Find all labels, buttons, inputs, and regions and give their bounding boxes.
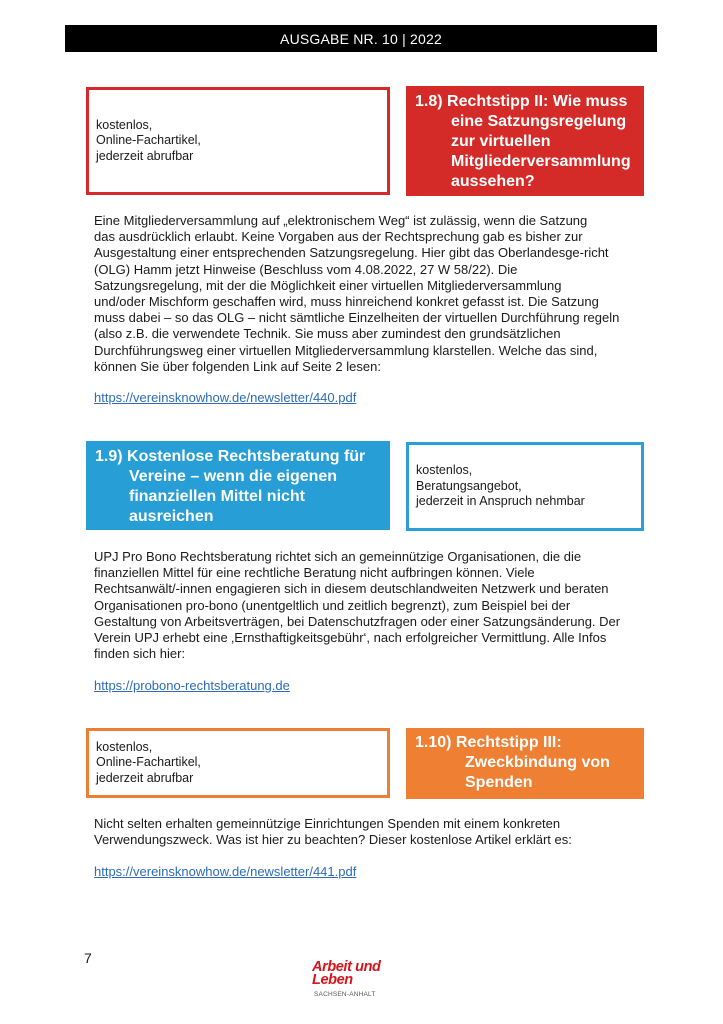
link-newsletter-440[interactable]: https://vereinsknowhow.de/newsletter/440.pdf	[94, 390, 357, 405]
body-line: das ausdrücklich erlaubt. Keine Vorgaben aus der Rechtsprechung gab es bisher zur	[94, 229, 583, 245]
info-line: Online-Fachartikel,	[96, 133, 201, 148]
title-line: 1.10) Rechtstipp III:	[415, 734, 562, 751]
body-line: Eine Mitgliederversammlung auf „elektronischem Weg“ ist zulässig, wenn die Satzung	[94, 213, 588, 228]
title-line: Mitgliederversammlung	[451, 153, 631, 170]
body-line: Gestaltung von Arbeitsverträgen, bei Datenschutzfragen oder einer Satzungsänderung. Der	[94, 613, 621, 629]
body-line: finden sich hier:	[94, 646, 186, 662]
section-title-1-10	[406, 728, 644, 799]
info-line: Beratungsangebot,	[416, 478, 522, 493]
body-line: können Sie über folgenden Link auf Seite 2 lesen:	[94, 358, 381, 374]
section-body-1-8	[94, 213, 654, 375]
info-line: jederzeit in Anspruch nehmbar	[416, 494, 585, 509]
info-line: jederzeit abrufbar	[96, 770, 194, 785]
section-body-1-9	[94, 549, 654, 662]
info-line: Online-Fachartikel,	[96, 755, 201, 770]
body-line: Ausgestaltung einer entsprechenden Satzungsregelung. Hier gibt das Oberlandesge-richt	[94, 245, 609, 261]
body-line: Verwendungszweck. Was ist hier zu beachten? Dieser kostenlose Artikel erklärt es:	[94, 832, 572, 848]
link-probono[interactable]: https://probono-rechtsberatung.de	[94, 678, 290, 693]
issue-header	[65, 25, 657, 52]
info-box-1-9	[406, 442, 644, 531]
section-body-1-10	[94, 816, 654, 848]
link-newsletter-441[interactable]: https://vereinsknowhow.de/newsletter/441.pdf	[94, 864, 357, 879]
body-line: Rechtsanwält/-innen engagieren sich in diesem deutschlandweiten Netzwerk und beraten	[94, 581, 609, 597]
body-line: und/oder Mischform geschaffen wird, muss hinreichend konkret gefasst ist. Die Satzung	[94, 294, 599, 310]
info-line: kostenlos,	[96, 739, 153, 754]
title-line: 1.9) Kostenlose Rechtsberatung für	[95, 448, 366, 465]
body-line: (OLG) Hamm jetzt Hinweise (Beschluss vom 4.08.2022, 27 W 58/22). Die	[94, 261, 518, 277]
section-title-1-9	[86, 441, 390, 530]
title-line: 1.8) Rechtstipp II: Wie muss	[415, 93, 628, 110]
body-line: UPJ Pro Bono Rechtsberatung richtet sich an gemeinnützige Organisationen, die die	[94, 549, 582, 564]
body-line: Organisationen pro-bono (unentgeltlich und zeitlich begrenzt), zum Beispiel bei der	[94, 597, 571, 613]
body-line: muss dabei – so das OLG – nicht sämtliche Einzelheiten der virtuellen Durchführung regeln	[94, 310, 620, 326]
logo-subtitle: SACHSEN-ANHALT	[314, 991, 376, 998]
info-line: kostenlos,	[96, 117, 153, 132]
info-line: kostenlos,	[416, 463, 473, 478]
title-line: aussehen?	[451, 173, 535, 190]
page-number: 7	[84, 950, 92, 966]
issue-label: AUSGABE NR. 10 | 2022	[280, 30, 442, 47]
title-line: ausreichen	[129, 508, 214, 525]
body-line: Verein UPJ erhebt eine ‚Ernsthaftigkeitsgebühr‘, nach erfolgreicher Vermittlung. Alle Infos	[94, 630, 607, 646]
section-title-1-8	[406, 86, 644, 196]
title-line: zur virtuellen	[451, 133, 551, 150]
body-line: (also z.B. die verwendete Technik. Sie muss aber zumindest den grundsätzlichen	[94, 326, 561, 342]
info-line: jederzeit abrufbar	[96, 148, 194, 163]
logo-line: Arbeit und	[312, 959, 381, 975]
logo-line: Leben	[312, 972, 353, 988]
info-box-1-10	[86, 728, 390, 798]
body-line: Durchführungsweg einer virtuellen Mitgliederversammlung klarstellen. Welche das sind,	[94, 342, 598, 358]
title-line: eine Satzungsregelung	[451, 113, 627, 130]
arbeit-und-leben-logo	[312, 961, 381, 987]
body-line: Nicht selten erhalten gemeinnützige Einrichtungen Spenden mit einem konkreten	[94, 816, 561, 831]
info-box-1-8	[86, 87, 390, 195]
body-line: Satzungsregelung, mit der die Möglichkeit einer virtuellen Mitgliederversammlung	[94, 277, 562, 293]
body-line: finanziellen Mittel für eine rechtliche Beratung nicht aufbringen können. Viele	[94, 565, 535, 581]
title-line: finanziellen Mittel nicht	[129, 488, 306, 505]
title-line: Zweckbindung von	[465, 754, 610, 771]
title-line: Spenden	[465, 774, 533, 791]
title-line: Vereine – wenn die eigenen	[129, 468, 338, 485]
